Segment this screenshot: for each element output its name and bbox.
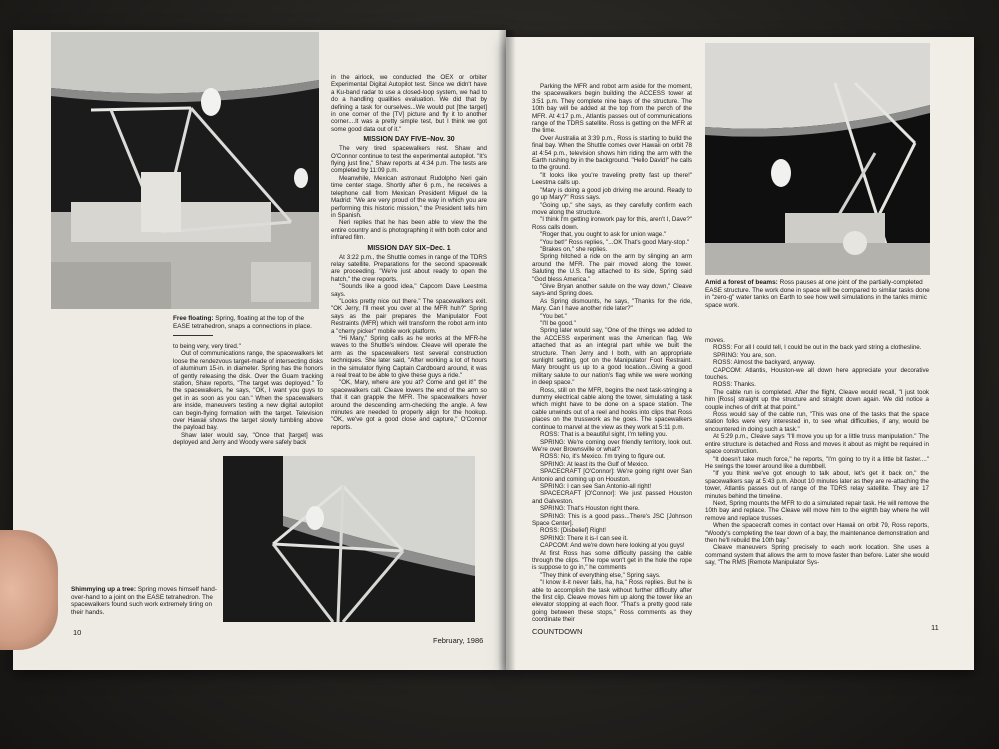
paragraph: "Give Bryan another salute on the way down," Cleave says-and Spring does. (532, 282, 692, 298)
paragraph: Neri replies that he has been able to view the the entire country and is photographing it with both color and infrared film. (331, 219, 487, 242)
paragraph: Parking the MFR and robot arm aside for the moment, the spacewalkers begin building the ACCESS tower at 3:51 p.m. They complete nine bays of the structure. The 10th bay will be added at the top from the perch of the MFR. At 4:17 p.m., Atlantis passes out of communications range of the TDRS satellite. Ross is getting on the MFR at the time. (532, 83, 692, 135)
transcript-line: SPACECRAFT [O'Connor]: We just passed Houston and Galveston. (532, 490, 692, 505)
paragraph: Cleave maneuvers Spring precisely to each work location. She uses a command system that allows the arm to move faster than before. Later she would say, "The RMS [Remote Manipulator Sys- (705, 544, 929, 567)
transcript-line: CAPCOM: And we're down here looking at you guys! (540, 542, 685, 550)
paragraph: "You bet." (540, 312, 567, 320)
paragraph: "If you think we've got enough to talk about, let's get it back on," the spacewalkers say at 5:43 p.m. About 10 minutes later as they are re-attaching the tower, Atlantis passes out of range of the TDRS relay satellite. They are 17 minutes behind the timeline. (705, 470, 929, 500)
paragraph: Shaw later would say, "Once that [target] was deployed and Jerry and Woody were safely back (173, 431, 323, 447)
paragraph: "Going up," she says, as they carefully confirm each move along the structure. (532, 201, 692, 216)
page-number-right: 11 (931, 623, 939, 632)
transcript-line: SPRING: I can see San Antonio-all right! (540, 482, 652, 490)
paragraph: Spring hitched a ride on the arm by slinging an arm around the MFR. The pair moved along the tower. Saluting the U.S. flag attached to its side, Spring said "God bless America." (532, 253, 692, 283)
paragraph: Out of communications range, the spacewalkers let loose the rendezvous target-made of intersecting disks of aluminum 15-in. in diameter. Spring has the honors of gently releasing the disk. Over the Guam tracking station, Shaw reports, "The target was deployed." To the spacewalkers, he says, "OK, I want you guys to get in as soon as you can." When the spacewalkers are inside, maneuvers testing a new digital autopilot can begin-flying formation with the target. Television over Hawaii shows the target slowly tumbling above the payload bay. (173, 350, 323, 432)
paragraph: "I know it-it never fails, ha, ha," Ross replies. But he is able to accomplish the task without further difficulty after the first clip. Cleave moves him up along the tower like an elevator stopping at each floor. "That's a pretty good rate going between these stops," Ross comments as they coordinate their (532, 579, 692, 624)
paragraph: "Sounds like a good idea," Capcom Dave Leestma says. (331, 283, 487, 298)
left-page (13, 30, 506, 670)
right-photo-caption: Amid a forest of beams: Ross pauses at one joint of the partially-completed EASE structure. The work done in space will be compared to similar tasks done in "zero-g" water tanks on Earth to see how well simulations in the tanks mimic space work. (705, 279, 930, 309)
column-right-d (705, 337, 929, 645)
transcript-line: SPRING: That's Houston right there. (540, 505, 640, 513)
paragraph: Next, Spring mounts the MFR to do a simulated repair task. He will remove the 10th bay and replace. The Cleave will move him to the eighth bay where he will remove and replace trusses. (705, 499, 929, 522)
transcript-line: ROSS: Almost the backyard, anyway. (713, 359, 816, 367)
hand-holding-page (0, 530, 58, 650)
transcript-line: ROSS: That is a beautiful sight, I'm telling you. (540, 431, 668, 439)
paragraph: "OK, Mary, where are you at? Come and get it!" the spacewalkers call. Cleave lowers the end of the arm so that it can grapple the MFR. The spacewalkers hover around the descending arm-checking the angle. A few minutes are needed to properly align for the hookup. "OK, we've got a good close and capture," O'Connor reports. (331, 379, 487, 431)
footer-title: COUNTDOWN (532, 627, 583, 636)
transcript-line: SPACECRAFT [O'Connor]: We're going right over San Antonio and coming up on Houston. (532, 468, 692, 483)
paragraph: "It doesn't take much force," he reports, "I'm going to try it a little bit faster...." He swings the tower around like a dumbbell. (705, 455, 929, 470)
paragraph: in the airlock, we conducted the OEX or orbiter Experimental Digital Autopilot test. Since we didn't have a Ku-band radar to use a closed-loop system, we had to do a handling qualities evaluation. We did that by defining a task for ourselves...We would put [the target] in one corner of the [TV] picture and fly it to another corner....It was a pretty simple test, but I think we got some good data out of it." (331, 74, 487, 133)
paragraph: Spring later would say, "One of the things we added to the ACCESS experiment was the American flag. We attached that as an integral part while we built the structure. Then Jerry and I both, with an appropriate sunlight setting, got on the Manipulator Foot Restraint. Mary brought us up to a good location...Giving a good military salute to our nation's flag while we were working in deep space." (532, 327, 692, 387)
transcript-line: ROSS: Thanks. (713, 381, 756, 389)
paragraph: "Looks pretty nice out there." The spacewalkers exit. "OK Jerry, I'll meet you over at the MFR huh?" Spring says as the pair prepares the Manipulator Foot Restraints (MFR) which will transform the robot arm into a "cherry picker" mobile work platform. (331, 297, 487, 335)
transcript-line: SPRING: At least its the Gulf of Mexico. (540, 460, 649, 468)
paragraph: "I'll be good." (540, 320, 576, 327)
paragraph: to being very, very tired." (173, 343, 241, 350)
issue-date: February, 1986 (433, 636, 484, 645)
paragraph: When the spacecraft comes in contact over Hawaii on orbit 79, Ross reports, "Woody's completing the tear down of a bay, the maintenance demonstration and then he'll rebuild the 10th bay." (705, 522, 929, 544)
column-left-b (331, 74, 487, 452)
paragraph: Over Australia at 3:39 p.m., Ross is starting to build the final bay. When the Shuttle comes over Hawaii on orbit 78 at 4:54 p.m., television shows him riding the arm with the Earth rushing by in the background. "Hello David!" he calls to the ground. (532, 134, 692, 172)
paragraph: At 5:29 p.m., Cleave says "I'll move you up for a little truss manipulation." The entire structure is detached and Ross and moves it about as might be required in space construction. (705, 433, 929, 456)
paragraph: The very tired spacewalkers rest. Shaw and O'Connor continue to test the experimental autopilot. "It's flying just fine," Shaw reports at 4:34 p.m. The tests are completed by 11:09 p.m. (331, 145, 487, 175)
transcript-line: SPRING: There it is-I can see it. (540, 534, 628, 542)
caption-divider (173, 335, 213, 336)
paragraph: At first Ross has some difficulty passing the cable through the clips. "The rope won't get in the hole the rope is suppose to go in," he comments (532, 549, 692, 572)
paragraph: "You bet!" Ross replies, "...OK That's good Mary-stop." (540, 238, 690, 246)
paragraph: moves. (705, 337, 725, 344)
paragraph: Ross, still on the MFR, begins the next task-stringing a dummy electrical cable along the tower, simulating a task which might have to be done on a space station. The cable unwinds out of a reel and hooks into clips that Ross places on the trusswork as he goes. The spacewalkers continue to marvel at the view as they work at 5:11 p.m. (532, 386, 692, 431)
book-spine (498, 30, 516, 670)
paragraph: "It looks like you're traveling pretty fast up there!" Leestma calls up. (532, 171, 692, 187)
transcript-line: SPRING: You are, son. (713, 351, 777, 359)
transcript-line: SPRING: We're coming over friendly territory, look out. We're over Brownsville or what? (532, 438, 692, 453)
photo-shimmying (223, 456, 475, 622)
paragraph: The cable run is completed. After the flight, Cleave would recall, "I just took him [Ross] straight up the structure and straight down again. We did notice a couple inches of drift at that point." (705, 388, 929, 411)
paragraph: Ross would say of the cable run, "This was one of the tasks that the space station folks were very interested in, to see what difficulties, if any, would be encountered in doing such a task." (705, 411, 929, 433)
column-right-c (532, 83, 692, 648)
transcript-line: ROSS: [Disbelief] Right! (540, 527, 607, 535)
paragraph: "They think of everything else," Spring says. (540, 571, 661, 579)
paragraph: "Roger that, you ought to ask for union wage." (540, 231, 667, 239)
paragraph: At 3:22 p.m., the Shuttle comes in range of the TDRS relay satellite. Preparations for the second spacewalk are proceeding. "We're just about ready to open the hatch," the crew reports. (331, 253, 487, 283)
top-photo-caption: Free floating: Spring, floating at the top of the EASE tetrahedron, snaps a connections in place. (173, 315, 312, 330)
page-number-left: 10 (73, 628, 82, 637)
photo-free-floating (51, 32, 319, 309)
transcript-line: ROSS: For all I could tell, I could be out in the back yard string a clothesline. (713, 344, 922, 352)
transcript-line: SPRING: This is a good pass...There's JSC [Johnson Space Center]. (532, 512, 692, 527)
heading-mission-day-five: MISSION DAY FIVE–Nov. 30 (363, 136, 455, 144)
bottom-photo-caption: Shimmying up a tree: Spring moves himself hand-over-hand to a joint on the EASE tetrahedron. The spacewalkers found such work extremely tiring on their hands. (71, 586, 217, 616)
paragraph: As Spring dismounts, he says, "Thanks for the ride, Mary. Can I have another ride later?" (532, 297, 692, 313)
right-page (506, 37, 974, 670)
paragraph: "Hi Mary," Spring calls as he works at the MFR-he waves to the Shuttle's window. Cleave will operate the arm as the spacewalkers test several construction techniques. She later said, "After working a lot of hours in the simulator flying Captain Cardboard around, it was a real treat to be able to give these guys a ride." (331, 335, 487, 380)
paragraph: "I think I'm getting ironwork pay for this, aren't I, Dave?" Ross calls down. (532, 216, 692, 231)
heading-mission-day-six: MISSION DAY SIX–Dec. 1 (367, 244, 451, 252)
column-left-a (173, 343, 323, 451)
paragraph: Meanwhile, Mexican astronaut Rudolpho Neri gain time center stage. Shortly after 6 p.m., he receives a telephone call from Mexican President Miguel de la Madrid: "We are very proud of the way in which you are performing this historic mission," the President tells him in Spanish. (331, 174, 487, 219)
paragraph: "Brakes on," she replies. (540, 245, 608, 253)
photo-forest-of-beams (705, 43, 930, 275)
paragraph: "Mary is doing a good job driving me around. Ready to go up Mary?" Ross says. (532, 186, 692, 202)
transcript-line: ROSS: No, it's Mexico. I'm trying to figure out. (540, 453, 666, 461)
transcript-line: CAPCOM: Atlantis, Houston-we all down here appreciate your decorative touches. (705, 366, 929, 382)
